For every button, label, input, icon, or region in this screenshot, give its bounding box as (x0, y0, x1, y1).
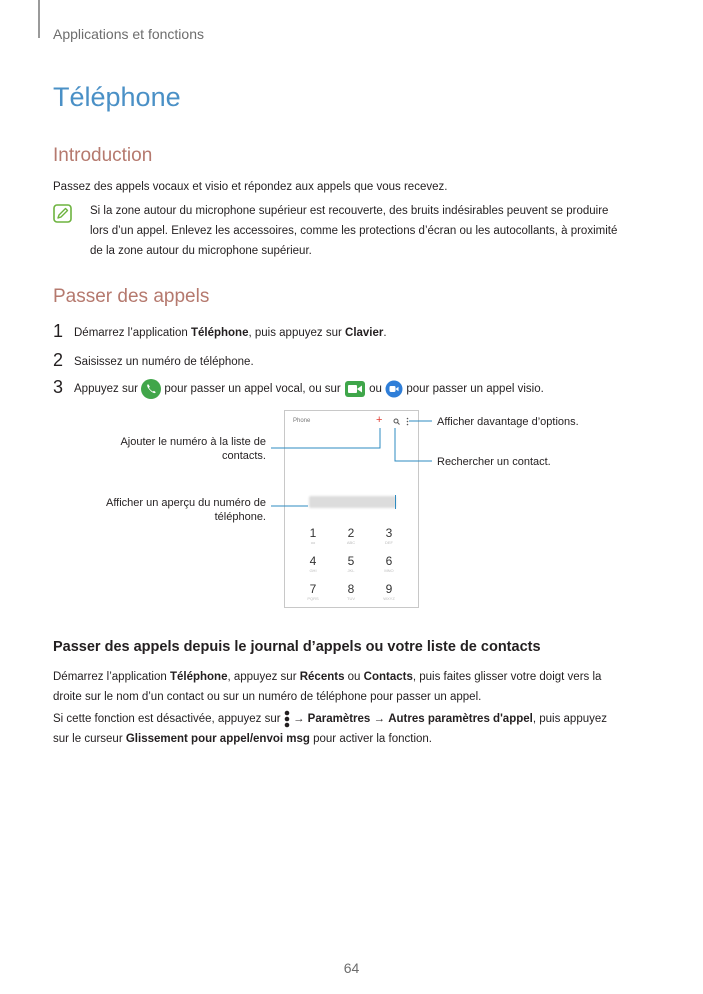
arrow: → (289, 713, 308, 725)
page-number: 64 (343, 960, 360, 976)
bold-text: Récents (299, 671, 345, 683)
paragraph-line (53, 709, 607, 729)
dial-key: 8 TUV (347, 582, 355, 601)
dial-key: 1 oo (309, 526, 317, 545)
paragraph-line (53, 667, 601, 687)
note-line: de la zone autour du microphone supérieur. (90, 245, 312, 257)
text: Si cette fonction est désactivée, appuyez sur (53, 713, 284, 725)
note-line: Si la zone autour du microphone supérieur est recouverte, des bruits indésirables peuvent se produire (90, 205, 609, 217)
paragraph-line: droite sur le nom d’un contact ou sur un numéro de téléphone pour passer un appel. (53, 691, 482, 703)
text: sur le curseur (53, 733, 126, 745)
text: , appuyez sur (227, 671, 300, 683)
step-text: pour passer un appel visio. (403, 383, 544, 396)
intro-heading: Introduction (53, 145, 153, 166)
step-bold: Téléphone (190, 327, 249, 339)
step-text: , puis appuyez sur (248, 327, 346, 339)
callout-line-text: téléphone. (214, 511, 266, 523)
step-text: ou (365, 383, 386, 396)
callout-preview (66, 496, 266, 524)
add-contact-icon: + (376, 414, 383, 426)
dial-key: 4 GHI (309, 554, 317, 573)
callout-line-search (395, 428, 432, 461)
step-text: Démarrez l’application (74, 327, 191, 339)
arrow: → (370, 713, 389, 725)
step-number: 3 (53, 377, 64, 397)
step-number: 2 (53, 350, 64, 370)
callout-line-text: Ajouter le numéro à la liste de (120, 436, 266, 448)
callout-search: Rechercher un contact. (437, 456, 551, 468)
step-number: 1 (53, 321, 64, 341)
callout-more-options: Afficher davantage d’options. (437, 416, 579, 428)
screen-title: Phone (293, 418, 311, 424)
text: , puis appuyez (532, 713, 608, 725)
bold-text: Paramètres (307, 713, 371, 725)
bold-text: Autres paramètres d'appel (388, 713, 533, 725)
page-title: Téléphone (53, 82, 181, 112)
callout-line-text: contacts. (221, 450, 266, 462)
dial-key: 2 ABC (346, 526, 356, 545)
text: pour activer la fonction. (309, 733, 432, 745)
dial-key: 5 JKL (347, 554, 355, 573)
log-heading: Passer des appels depuis le journal d’appels ou votre liste de contacts (53, 639, 541, 655)
bold-text: Glissement pour appel/envoi msg (125, 733, 310, 745)
dial-key: 9 WXYZ (383, 582, 395, 601)
text: ou (344, 671, 364, 683)
step-text: pour passer un appel vocal, ou sur (161, 383, 344, 396)
text: Démarrez l’application (53, 671, 170, 683)
bold-text: Contacts (363, 671, 413, 683)
dial-key: 7 PQRS (307, 582, 319, 601)
log-paragraph-1 (53, 667, 601, 707)
callout-add-contact (66, 435, 266, 463)
step-bold: Clavier (345, 327, 384, 339)
calls-heading: Passer des appels (53, 286, 210, 307)
dial-key: 3 DEF (385, 526, 393, 545)
intro-text: Passez des appels vocaux et visio et répondez aux appels que vous recevez. (53, 181, 448, 193)
text: , puis faites glisser votre doigt vers la (412, 671, 602, 683)
header-title: Applications et fonctions (53, 26, 204, 42)
dial-key: 6 MNO (384, 554, 394, 573)
step-text: Appuyez sur (74, 383, 142, 396)
step-2-text: Saisissez un numéro de téléphone. (74, 356, 254, 368)
callout-line-text: Afficher un aperçu du numéro de (105, 497, 266, 509)
paragraph-line (53, 729, 607, 749)
bold-text: Téléphone (169, 671, 228, 683)
step-text: . (383, 327, 387, 339)
callout-line-add (271, 428, 380, 448)
note-line: lors d’un appel. Enlevez les accessoires, comme les protections d’écran ou les autocollants, à proximité (90, 225, 618, 237)
log-paragraph-2 (53, 709, 607, 749)
